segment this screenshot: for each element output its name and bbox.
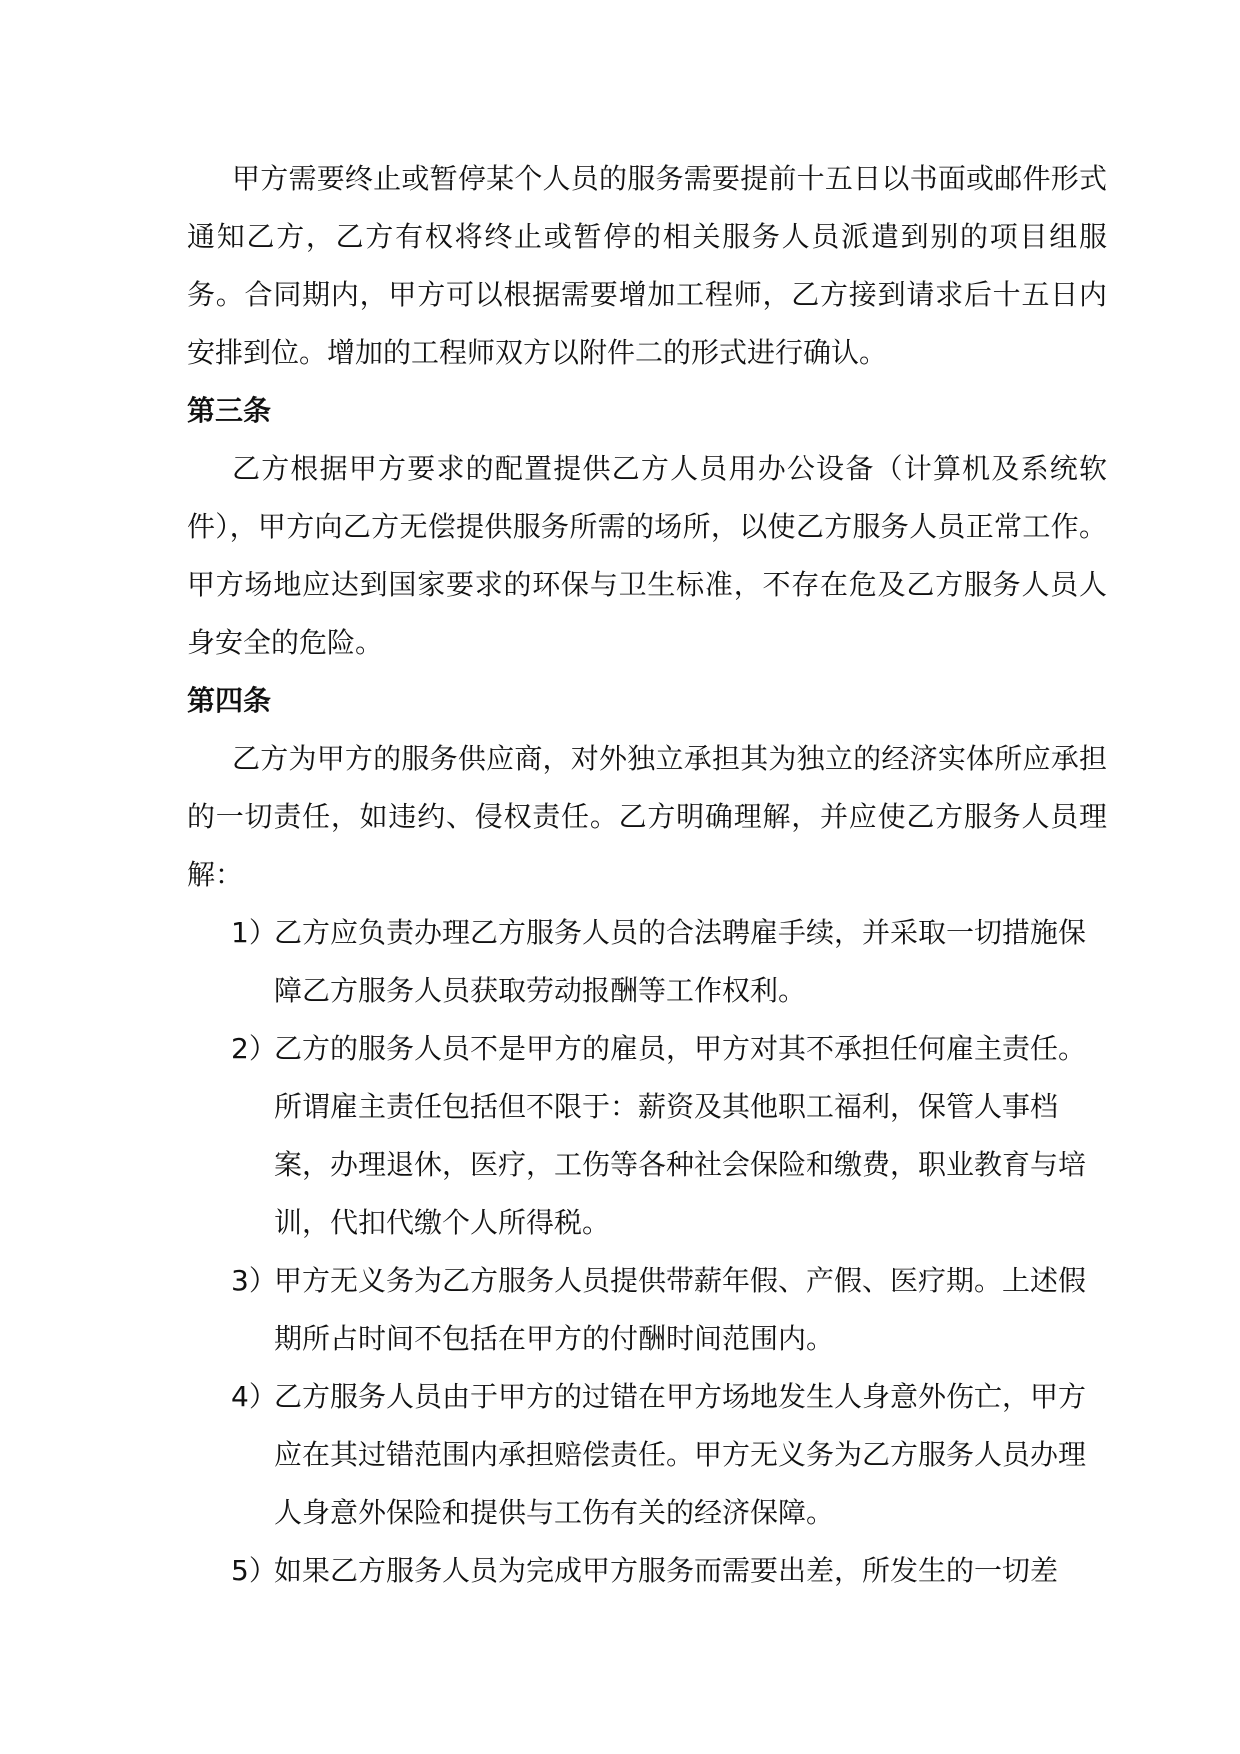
list-item-2 [187,1020,1107,1252]
list-item-text: 甲方无义务为乙方服务人员提供带薪年假、产假、医疗期。上述假期所占时间不包括在甲方的付酬时间范围内。 [274,1264,1087,1355]
list-item-number: 1） [231,916,277,949]
list-item-number: 3） [231,1264,277,1297]
list-item-1 [187,904,1107,1020]
list-item-number: 2） [231,1032,277,1065]
list-item-text: 乙方的服务人员不是甲方的雇员，甲方对其不承担任何雇主责任。所谓雇主责任包括但不限于：薪资及其他职工福利，保管人事档案，办理退休，医疗，工伤等各种社会保险和缴费，职业教育与培训，代扣代缴个人所得税。 [274,1032,1087,1239]
document-page [187,150,1107,1600]
list-item-number: 4） [231,1380,277,1413]
list-item-text: 如果乙方服务人员为完成甲方服务而需要出差，所发生的一切差 [274,1554,1059,1587]
article-4-paragraph: 乙方为甲方的服务供应商，对外独立承担其为独立的经济实体所应承担的一切责任，如违约、侵权责任。乙方明确理解，并应使乙方服务人员理解： [187,742,1107,891]
list-item-text: 乙方服务人员由于甲方的过错在甲方场地发生人身意外伤亡，甲方应在其过错范围内承担赔偿责任。甲方无义务为乙方服务人员办理人身意外保险和提供与工伤有关的经济保障。 [274,1380,1087,1529]
article-4-heading: 第四条 [187,684,272,717]
list-item-4 [187,1368,1107,1542]
article-3-paragraph: 乙方根据甲方要求的配置提供乙方人员用办公设备（计算机及系统软件），甲方向乙方无偿提供服务所需的场所，以使乙方服务人员正常工作。甲方场地应达到国家要求的环保与卫生标准，不存在危及乙方服务人员人身安全的危险。 [187,452,1107,659]
article-4-list [187,904,1107,1600]
intro-paragraph: 甲方需要终止或暂停某个人员的服务需要提前十五日以书面或邮件形式通知乙方，乙方有权将终止或暂停的相关服务人员派遣到别的项目组服务。合同期内，甲方可以根据需要增加工程师，乙方接到请求后十五日内安排到位。增加的工程师双方以附件二的形式进行确认。 [187,162,1107,369]
list-item-5 [187,1542,1107,1600]
list-item-3 [187,1252,1107,1368]
article-3-heading: 第三条 [187,394,272,427]
list-item-text: 乙方应负责办理乙方服务人员的合法聘雇手续，并采取一切措施保障乙方服务人员获取劳动报酬等工作权利。 [274,916,1087,1007]
list-item-number: 5） [231,1554,277,1587]
